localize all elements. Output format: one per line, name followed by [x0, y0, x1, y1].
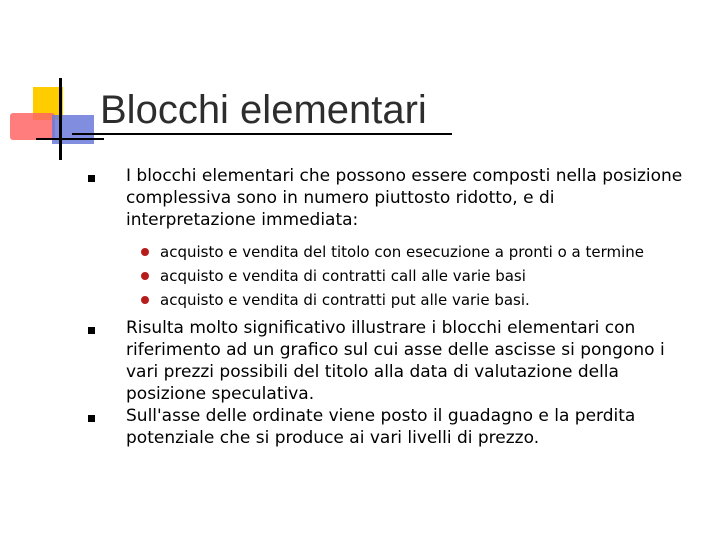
square-bullet-icon	[88, 175, 95, 182]
sub-list-item	[126, 264, 688, 288]
deco-red-square	[10, 113, 55, 140]
sub-list-item	[126, 288, 688, 312]
deco-vertical-line	[59, 78, 62, 160]
title-underline	[72, 133, 452, 135]
square-bullet-icon	[88, 327, 95, 334]
list-item	[88, 165, 688, 312]
dot-bullet-icon	[141, 272, 149, 280]
decorative-logo	[0, 0, 110, 170]
deco-horizontal-line	[36, 138, 104, 140]
list-item	[88, 405, 688, 449]
sub-bullet-text: acquisto e vendita di contratti call alle varie basi	[160, 267, 526, 285]
bullet-text: Sull'asse delle ordinate viene posto il guadagno e la perdita potenziale che si produce ai vari livelli di prezzo.	[126, 406, 636, 448]
dot-bullet-icon	[141, 248, 149, 256]
bullet-text: I blocchi elementari che possono essere composti nella posizione complessiva sono in numero piuttosto ridotto, e di interpretazione immediata:	[126, 166, 683, 230]
sub-bullet-text: acquisto e vendita del titolo con esecuzione a pronti o a termine	[160, 243, 645, 261]
dot-bullet-icon	[141, 296, 149, 304]
sub-bullet-list	[126, 240, 688, 312]
list-item	[88, 317, 688, 405]
sub-bullet-text: acquisto e vendita di contratti put alle varie basi.	[160, 291, 530, 309]
bullet-text: Risulta molto significativo illustrare i blocchi elementari con riferimento ad un grafico sul cui asse delle ascisse si pongono i vari prezzi possibili del titolo alla data di valutazione della posizione speculativa.	[126, 318, 665, 404]
square-bullet-icon	[88, 415, 95, 422]
sub-list-item	[126, 240, 688, 264]
bullet-list	[88, 165, 688, 449]
slide-title: Blocchi elementari	[100, 88, 427, 132]
